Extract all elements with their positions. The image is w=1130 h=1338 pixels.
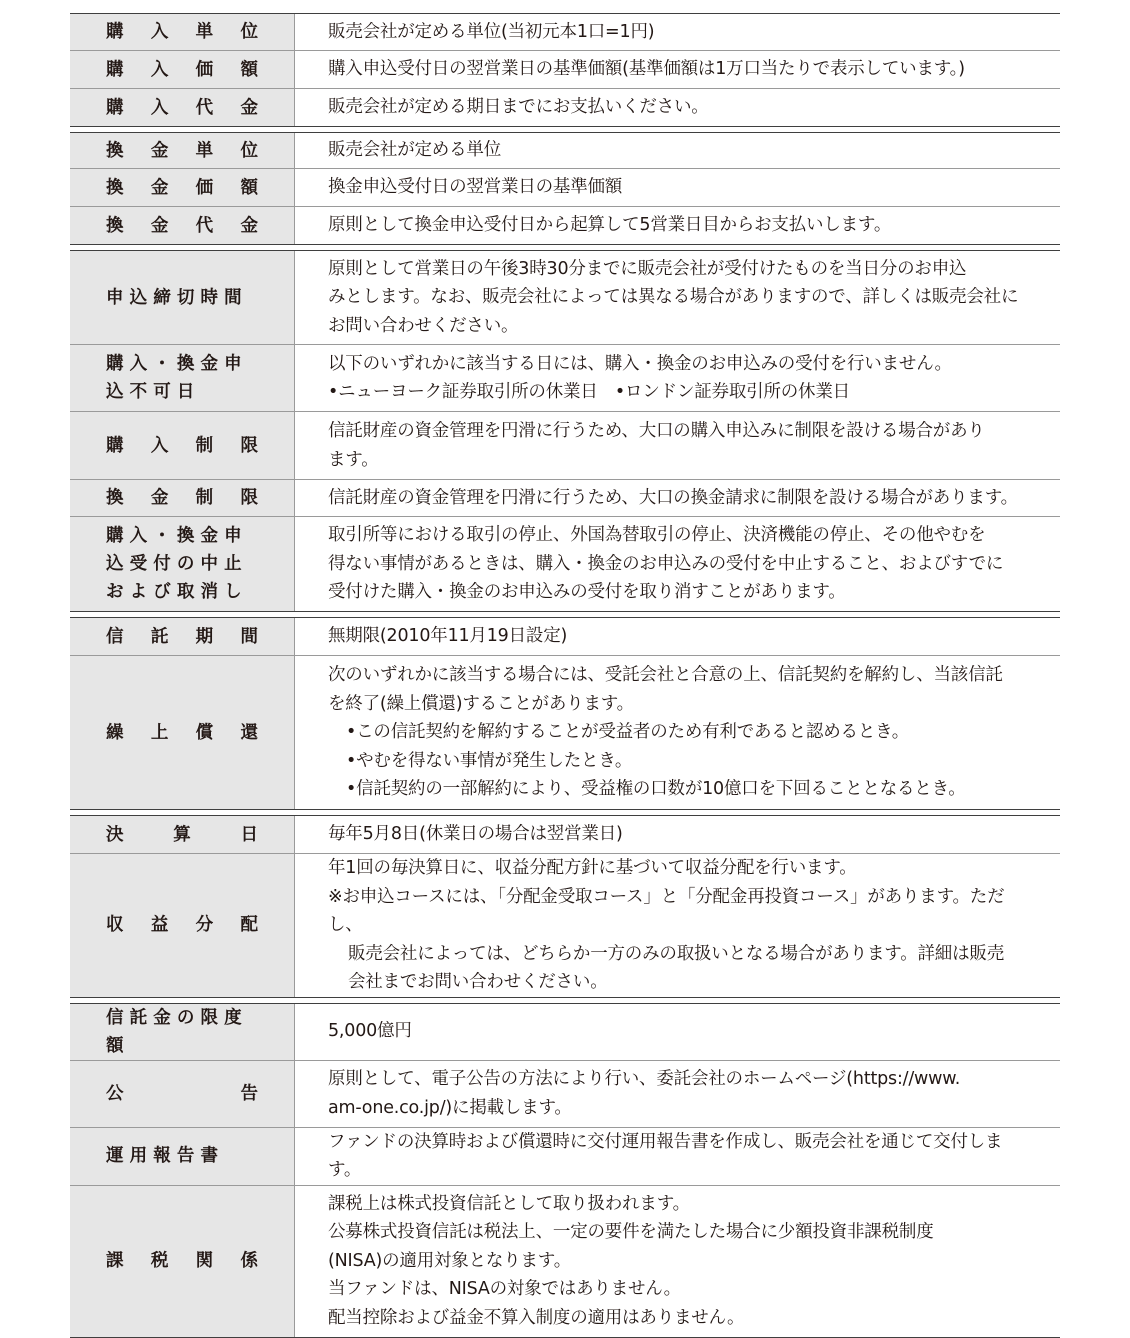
table-row [70,853,1060,997]
value-line: を終了(繰上償還)することがあります。 [328,693,634,714]
label-line: 換金代金 [106,215,258,236]
label-line: 公告 [106,1083,258,1104]
table-row [70,50,1060,88]
value-line: 5,000億円 [328,1021,412,1042]
label-line: 信託金の限度額 [106,1007,248,1056]
section-redemption [70,132,1060,245]
value-line: 原則として、電子公告の方法により行い、委託会社のホームページ(https://www. [328,1069,961,1089]
label-line: 収益分配 [106,915,258,936]
value-line: 受付けた購入・換金のお申込みの受付を取り消すことがあります。 [328,582,846,603]
row-value [295,656,1060,809]
label-line: 購入価額 [106,59,258,80]
row-label [70,1128,295,1185]
row-value [295,345,1060,411]
row-label [70,345,295,411]
row-value [295,133,1060,168]
row-value [295,51,1060,88]
value-line: 課税上は株式投資信託として取り扱われます。 [328,1193,690,1214]
value-line: 配当控除および益金不算入制度の適用はありません。 [328,1307,745,1328]
label-line: 換金価額 [106,177,258,198]
value-line: 無期限(2010年11月19日設定) [328,626,568,647]
value-line: 年1回の毎決算日に、収益分配方針に基づいて収益分配を行います。 [328,858,857,878]
value-line: ※お申込コースには、「分配金受取コース」と「分配金再投資コース」があります。ただし、 [328,886,1005,935]
row-value [295,14,1060,50]
label-line: 繰上償還 [106,722,258,743]
table-row [70,206,1060,244]
table-row [70,1060,1060,1127]
row-value [295,1004,1060,1060]
value-line: 信託財産の資金管理を円滑に行うため、大口の購入申込みに制限を設ける場合があり [328,421,985,441]
row-label [70,133,295,168]
label-line: 購入・換金 [106,354,225,374]
section-settlement [70,815,1060,998]
value-line: 換金申込受付日の翌営業日の基準価額 [328,177,623,198]
row-label [70,14,295,50]
row-value [295,169,1060,206]
row-label [70,480,295,516]
label-line: 換金単位 [106,140,258,161]
row-label [70,816,295,853]
row-label [70,169,295,206]
row-label [70,1186,295,1337]
value-line: am-one.co.jp/)に掲載します。 [328,1097,572,1118]
value-line: 毎年5月8日(休業日の場合は翌営業日) [328,824,623,845]
label-line: 信託期間 [106,626,258,647]
value-line: 当ファンドは、NISAの対象ではありません。 [328,1279,681,1300]
label-line: 申込不可日 [106,354,248,402]
table-row [70,516,1060,611]
value-line: 販売会社が定める単位 [328,140,501,161]
table-row [70,1127,1060,1185]
table-row [70,251,1060,344]
row-value [295,89,1060,126]
value-line: 購入申込受付日の翌営業日の基準価額(基準価額は1万口当たりで表示しています。) [328,59,965,80]
value-line: ファンドの決算時および償還時に交付運用報告書を作成し、販売会社を通じて交付します。 [328,1131,1003,1180]
label-line: 換金制限 [106,488,258,508]
section-other [70,1003,1060,1338]
row-value [295,1128,1060,1185]
table-row [70,1185,1060,1337]
value-line: 販売会社が定める期日までにお支払いください。 [328,97,709,118]
table-row [70,168,1060,206]
label-line: 購入代金 [106,97,258,118]
row-label [70,517,295,611]
row-value [295,816,1060,853]
value-line: (NISA)の適用対象となります。 [328,1250,572,1271]
value-line: 会社までお問い合わせください。 [348,972,608,992]
row-label [70,51,295,88]
row-value [295,412,1060,479]
table-row [70,88,1060,126]
row-value [295,207,1060,244]
table-row [70,816,1060,853]
row-value [295,480,1060,516]
row-label [70,89,295,126]
value-line: 以下のいずれかに該当する日には、購入・換金のお申込みの受付を行いません。 [328,353,952,374]
value-line: ます。 [328,449,379,470]
table-row [70,344,1060,411]
section-purchase [70,13,1060,127]
value-line: 販売会社によっては、どちらか一方のみの取扱いとなる場合があります。詳細は販売 [348,943,1004,964]
table-row [70,411,1060,479]
section-application-rules [70,250,1060,612]
table-row [70,655,1060,809]
label-line: 課税関係 [106,1251,258,1271]
row-label [70,207,295,244]
table-row [70,1004,1060,1060]
row-value [295,618,1060,655]
row-value [295,517,1060,611]
value-line: 取引所等における取引の停止、外国為替取引の停止、決済機能の停止、その他やむを [328,525,986,546]
row-label [70,412,295,479]
value-line: 原則として換金申込受付日から起算して5営業日目からお支払いします。 [328,215,892,236]
label-line: 申込受付の [106,526,248,574]
table-row [70,618,1060,655]
row-value [295,1061,1060,1127]
value-line: •信託契約の一部解約により、受益権の口数が10億口を下回ることとなるとき。 [346,779,966,800]
row-label [70,656,295,809]
label-line: 申込締切時間 [106,287,248,308]
row-label [70,618,295,655]
value-line: 信託財産の資金管理を円滑に行うため、大口の換金請求に制限を設ける場合があります。 [328,487,1018,508]
value-line: 販売会社が定める単位(当初元本1口=1円) [328,21,655,42]
label-line: 購入単位 [106,22,258,42]
row-value [295,1186,1060,1337]
value-line: •ニューヨーク証券取引所の休業日 •ロンドン証券取引所の休業日 [328,382,850,402]
value-line: 公募株式投資信託は税法上、一定の要件を満たした場合に少額投資非課税制度 [328,1222,934,1243]
value-line: みとします。なお、販売会社によっては異なる場合がありますので、詳しくは販売会社に [328,287,1019,308]
table-row [70,133,1060,168]
label-line: 購入制限 [106,435,258,456]
fund-terms-table [70,13,1060,1338]
row-value [295,251,1060,344]
value-line: お問い合わせください。 [328,315,519,336]
value-line: 原則として営業日の午後3時30分までに販売会社が受付けたものを当日分のお申込 [328,258,967,279]
label-line: 購入・換金 [106,526,225,546]
row-label [70,1004,295,1060]
row-label [70,854,295,997]
label-line: 運用報告書 [106,1146,225,1166]
value-line: •やむを得ない事情が発生したとき。 [346,750,633,771]
label-line: 決算日 [106,824,258,845]
row-label [70,1061,295,1127]
section-trust-term [70,617,1060,810]
value-line: 得ない事情があるときは、購入・換金のお申込みの受付を中止すること、およびすでに [328,553,1004,574]
value-line: •この信託契約を解約することが受益者のため有利であると認めるとき。 [346,722,910,743]
table-row [70,14,1060,50]
label-line: 中止および取消し [106,554,248,602]
value-line: 次のいずれかに該当する場合には、受託会社と合意の上、信託契約を解約し、当該信託 [328,665,1003,686]
row-label [70,251,295,344]
row-value [295,854,1060,997]
table-row [70,479,1060,516]
